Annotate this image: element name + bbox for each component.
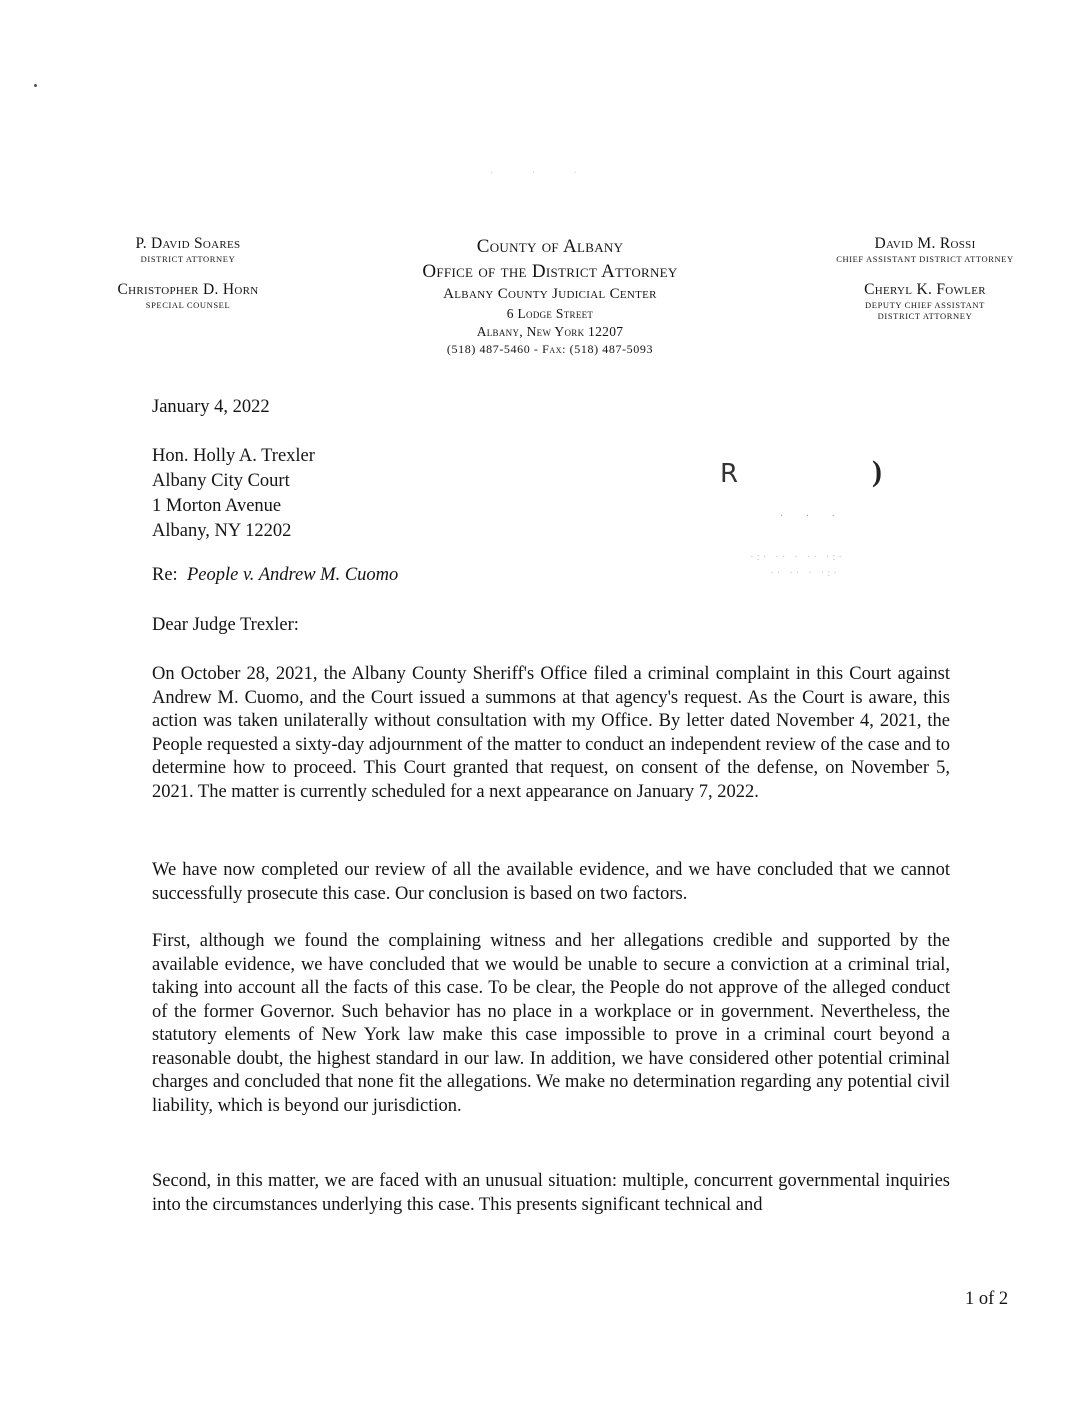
street-address: 6 Lodge Street: [506, 306, 594, 321]
page-indicator: 1 of 2: [965, 1289, 1009, 1309]
office-name: Office of the District Attorney: [422, 261, 678, 282]
stamp-artifact: ·:· ·· · ·· ·:·: [750, 551, 846, 563]
recipient-court: Albany City Court: [152, 471, 290, 491]
letterhead-left: [88, 234, 288, 311]
body-paragraph: On October 28, 2021, the Albany County Sheriff's Office filed a criminal complaint in this Court against Andrew M. Cuomo, and the Court issued a summons at that agency's request. As the Court is aware, this action was taken unilaterally without consultation with my Office. By letter dated November 4, 2021, the People requested a sixty-day adjournment of the matter to conduct an independent review of the case and to determine how to proceed. This Court granted that request, on consent of the defense, on November 5, 2021. The matter is currently scheduled for a next appearance on January 7, 2022.: [152, 664, 950, 802]
recipient-address: [152, 444, 315, 544]
building-name: Albany County Judicial Center: [443, 286, 657, 302]
letter-date: January 4, 2022: [152, 397, 270, 417]
staff-title: DEPUTY CHIEF ASSISTANT: [865, 300, 985, 310]
scan-artifact: · · ·: [490, 168, 595, 179]
stamp-artifact: ·· ·· · ·:·: [770, 567, 840, 579]
re-label: Re:: [152, 565, 178, 585]
staff-name: Cheryl K. Fowler: [864, 281, 986, 298]
staff-name: David M. Rossi: [874, 235, 976, 252]
received-stamp: [700, 455, 920, 585]
staff-title: DISTRICT ATTORNEY: [140, 254, 236, 264]
staff-name: Christopher D. Horn: [117, 281, 259, 298]
body-paragraph: Second, in this matter, we are faced with an unusual situation: multiple, concurrent governmental inquiries into the circumstances underlying this case. This presents significant technical and: [152, 1171, 950, 1215]
case-name: People v. Andrew M. Cuomo: [186, 565, 399, 585]
body-paragraph: We have now completed our review of all the available evidence, and we have concluded that we cannot successfully prosecute this case. Our conclusion is based on two factors.: [152, 860, 950, 904]
staff-name: P. David Soares: [135, 235, 241, 252]
salutation: Dear Judge Trexler:: [152, 615, 299, 635]
body-paragraph: First, although we found the complaining witness and her allegations credible and supported by the available evidence, we have concluded that we would be unable to secure a conviction at a criminal trial, taking into account all the facts of this case. To be clear, the People do not approve of the alleged conduct of the former Governor. Such behavior has no place in a workplace or in government. Nevertheless, the statutory elements of New York law make this case impossible to prove in a criminal court beyond a reasonable doubt, the highest standard in our law. In addition, we have considered other potential criminal charges and concluded that none fit the allegations. We make no determination regarding any potential civil liability, which is beyond our jurisdiction.: [152, 931, 950, 1116]
recipient-name: Hon. Holly A. Trexler: [152, 446, 315, 466]
staff-title: SPECIAL COUNSEL: [145, 300, 231, 310]
stamp-artifact: · · ·: [780, 511, 845, 522]
county-name: County of Albany: [476, 236, 624, 257]
staff-title: DISTRICT ATTORNEY: [877, 311, 973, 321]
recipient-city: Albany, NY 12202: [152, 521, 292, 541]
phone-fax: (518) 487-5460 - Fax: (518) 487-5093: [446, 342, 654, 356]
letterhead-center: [330, 234, 770, 358]
staff-title: CHIEF ASSISTANT DISTRICT ATTORNEY: [836, 254, 1014, 264]
city-state-zip: Albany, New York 12207: [476, 324, 624, 339]
letterhead-right: [800, 234, 1050, 322]
recipient-street: 1 Morton Avenue: [152, 496, 282, 516]
scan-speck: [34, 84, 37, 87]
stamp-fragment: ): [872, 455, 882, 488]
stamp-fragment: R: [720, 459, 739, 489]
re-line: [152, 565, 398, 586]
